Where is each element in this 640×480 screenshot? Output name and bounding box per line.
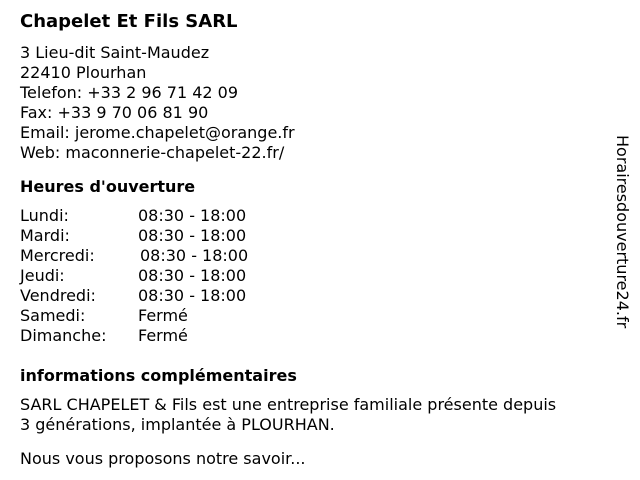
website-address: Web: maconnerie-chapelet-22.fr/: [20, 143, 285, 162]
hours-day: Lundi:: [20, 206, 69, 225]
hours-time: 08:30 - 18:00: [138, 266, 247, 285]
hours-day: Vendredi:: [20, 286, 96, 305]
hours-time: 08:30 - 18:00: [138, 206, 247, 225]
address-line-2: 22410 Plourhan: [20, 63, 147, 82]
business-name: Chapelet Et Fils SARL: [20, 11, 238, 32]
hours-row-lundi: [20, 206, 610, 226]
hours-time: 08:30 - 18:00: [140, 246, 249, 265]
description-line-2: 3 générations, implantée à PLOURHAN.: [20, 415, 335, 434]
hours-row-mardi: [20, 226, 610, 246]
description-teaser: Nous vous proposons notre savoir...: [20, 449, 306, 468]
hours-day: Samedi:: [20, 306, 86, 325]
phone-number: Telefon: +33 2 96 71 42 09: [20, 83, 239, 102]
hours-time: Fermé: [138, 326, 188, 345]
hours-row-vendredi: [20, 286, 610, 306]
hours-day: Dimanche:: [20, 326, 107, 345]
hours-day: Jeudi:: [20, 266, 65, 285]
hours-row-dimanche: [20, 326, 610, 346]
hours-time: 08:30 - 18:00: [138, 286, 247, 305]
hours-row-jeudi: [20, 266, 610, 286]
hours-row-samedi: [20, 306, 610, 326]
hours-time: Fermé: [138, 306, 188, 325]
hours-time: 08:30 - 18:00: [138, 226, 247, 245]
hours-row-mercredi: [20, 246, 610, 266]
fax-number: Fax: +33 9 70 06 81 90: [20, 103, 209, 122]
site-watermark: Horairesdouverture24.fr: [613, 135, 632, 329]
opening-hours-list: [20, 206, 610, 346]
opening-hours-heading: Heures d'ouverture: [20, 177, 196, 196]
description-line-1: SARL CHAPELET & Fils est une entreprise familiale présente depuis: [20, 395, 557, 414]
hours-day: Mardi:: [20, 226, 70, 245]
hours-day: Mercredi:: [20, 246, 95, 265]
address-line-1: 3 Lieu-dit Saint-Maudez: [20, 43, 210, 62]
email-address: Email: jerome.chapelet@orange.fr: [20, 123, 295, 142]
additional-info-heading: informations complémentaires: [20, 366, 297, 385]
business-card: [20, 10, 610, 469]
